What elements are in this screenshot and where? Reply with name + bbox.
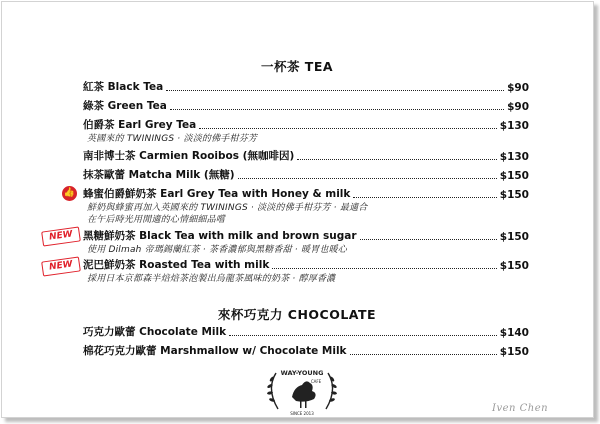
item-name: 伯爵茶 Earl Grey Tea <box>83 119 197 131</box>
thumbs-up-icon: 👍 <box>62 186 77 201</box>
dot-leader <box>229 335 497 336</box>
new-badge: NEW <box>41 256 81 276</box>
dot-leader <box>360 239 497 240</box>
item-name: 黑糖鮮奶茶 Black Tea with milk and brown sugar <box>83 230 357 242</box>
item-description: 採用日本京都森半焙焙茶泡製出烏龍茶風味的奶茶 ‧ 醇厚香濃 <box>87 274 336 284</box>
menu-item-matcha <box>83 167 529 182</box>
dot-leader <box>170 109 504 110</box>
photographer-signature: Iven Chen <box>492 403 549 414</box>
item-price: $150 <box>499 260 529 272</box>
item-price: $140 <box>499 327 529 339</box>
item-name: 南非博士茶 Carmien Rooibos (無咖啡因) <box>83 150 295 162</box>
logo-sub-text: CAFE <box>310 379 322 384</box>
menu-item-honey-earl-grey <box>83 186 529 201</box>
item-description: 鮮奶與蜂蜜再加入英國來的 TWININGS ‧ 淡淡的佛手柑芬芳 ‧ 最適合 <box>87 203 368 213</box>
item-description: 使用 Dilmah 帝瑪錫蘭紅茶 ‧ 茶香濃郁與黑糖香甜 ‧ 暖胃也暖心 <box>87 245 348 255</box>
menu-item-rooibos <box>83 148 529 163</box>
menu-item-marshmallow-chocolate <box>83 343 529 358</box>
item-description: 英國來的 TWININGS ‧ 淡淡的佛手柑芬芳 <box>87 134 258 144</box>
menu-item-roasted-tea-milk <box>83 257 529 272</box>
menu-item-black-tea <box>83 79 529 94</box>
item-price: $90 <box>507 82 529 94</box>
item-price: $150 <box>499 346 529 358</box>
item-name: 紅茶 Black Tea <box>83 81 164 93</box>
item-price: $150 <box>499 170 529 182</box>
cafe-logo <box>262 363 342 417</box>
item-name: 泥巴鮮奶茶 Roasted Tea with milk <box>83 259 270 271</box>
item-name: 抹茶歐蕾 Matcha Milk (無糖) <box>83 169 235 181</box>
menu-item-chocolate-milk <box>83 324 529 339</box>
new-badge: NEW <box>41 226 81 246</box>
dot-leader <box>199 128 497 129</box>
menu-item-green-tea <box>83 98 529 113</box>
item-description-line2: 在午后時光用閒適的心情細細品嚐 <box>87 215 226 225</box>
chocolate-section-title: 來杯巧克力 CHOCOLATE <box>217 307 377 322</box>
menu-item-earl-grey <box>83 117 529 132</box>
tea-section-title: 一杯茶 TEA <box>260 59 334 74</box>
logo-top-text: WAY-YOUNG <box>280 369 324 377</box>
item-name: 棉花巧克力歐蕾 Marshmallow w/ Chocolate Milk <box>83 345 347 357</box>
dot-leader <box>238 178 497 179</box>
item-price: $130 <box>499 151 529 163</box>
item-price: $150 <box>499 189 529 201</box>
dot-leader <box>353 197 496 198</box>
dot-leader <box>350 354 497 355</box>
item-name: 蜂蜜伯爵鮮奶茶 Earl Grey Tea with Honey & milk <box>83 188 351 200</box>
dot-leader <box>297 159 497 160</box>
item-name: 綠茶 Green Tea <box>83 100 167 112</box>
item-price: $150 <box>499 231 529 243</box>
dot-leader <box>272 268 496 269</box>
item-name: 巧克力歐蕾 Chocolate Milk <box>83 326 227 338</box>
logo-bottom-text: SINCE 2013 <box>290 411 314 416</box>
menu-item-brown-sugar-milk-tea <box>83 228 529 243</box>
item-price: $90 <box>507 101 529 113</box>
dot-leader <box>166 90 504 91</box>
item-price: $130 <box>499 120 529 132</box>
